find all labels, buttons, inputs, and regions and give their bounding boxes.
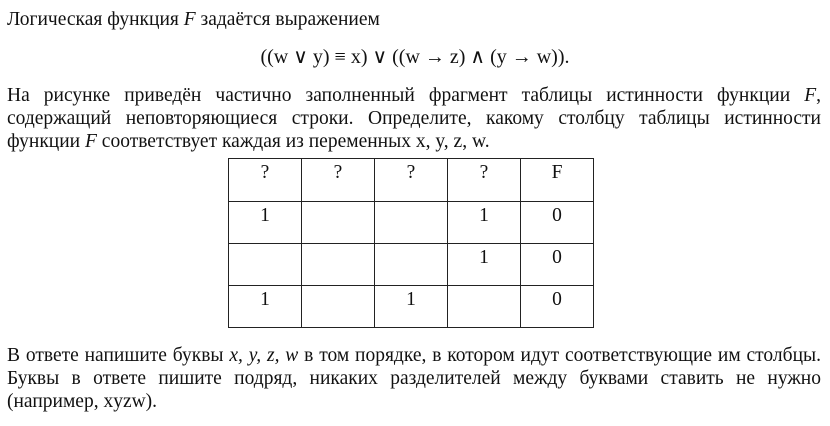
intro-text	[7, 8, 821, 31]
table-cell: 1	[448, 244, 521, 286]
truth-table	[228, 158, 594, 328]
intro-suffix: задаётся выражением	[195, 9, 380, 30]
table-cell: 1	[229, 286, 302, 328]
table-cell: 1	[448, 202, 521, 244]
function-name: F	[804, 85, 817, 106]
table-cell: 0	[521, 244, 594, 286]
description-part-1: На рисунке приведён частично заполненный фрагмент таблицы истинности функции	[7, 85, 805, 106]
table-cell: 0	[521, 202, 594, 244]
column-header: ?	[375, 159, 448, 202]
function-name: F	[85, 131, 97, 152]
table-header-row	[229, 159, 594, 202]
answer-part-1: В ответе напишите буквы	[7, 345, 230, 366]
answer-part-2: в том порядке, в котором идут соответствующие им столбцы. Буквы в ответе пишите подряд, никаких разделителей между буквами ставить не нужно (например, xyzw).	[7, 345, 821, 412]
column-header: F	[521, 159, 594, 202]
table-cell: 1	[375, 286, 448, 328]
description-part-3: соответствует каждая из переменных x, y, z, w.	[96, 131, 490, 152]
table-cell: 0	[521, 286, 594, 328]
table-cell: 1	[229, 202, 302, 244]
variable-letters: x, y, z, w	[229, 345, 299, 366]
logical-expression: ((w ∨ y) ≡ x) ∨ ((w → z) ∧ (y → w)).	[260, 46, 570, 68]
description-part-2: , содержащий неповторяющиеся строки. Определите, какому столбцу таблицы истинности функции	[7, 85, 821, 152]
function-name: F	[183, 9, 196, 30]
answer-instructions	[7, 344, 821, 413]
table-row	[229, 202, 594, 244]
table-cell	[375, 202, 448, 244]
table-cell	[229, 244, 302, 286]
column-header: ?	[302, 159, 375, 202]
column-header: ?	[229, 159, 302, 202]
task-description	[7, 84, 821, 153]
intro-prefix: Логическая функция	[7, 9, 184, 30]
table-row	[229, 286, 594, 328]
table-row	[229, 244, 594, 286]
table-cell	[302, 286, 375, 328]
table-cell	[375, 244, 448, 286]
table-cell	[302, 244, 375, 286]
table-cell	[302, 202, 375, 244]
column-header: ?	[448, 159, 521, 202]
table-cell	[448, 286, 521, 328]
